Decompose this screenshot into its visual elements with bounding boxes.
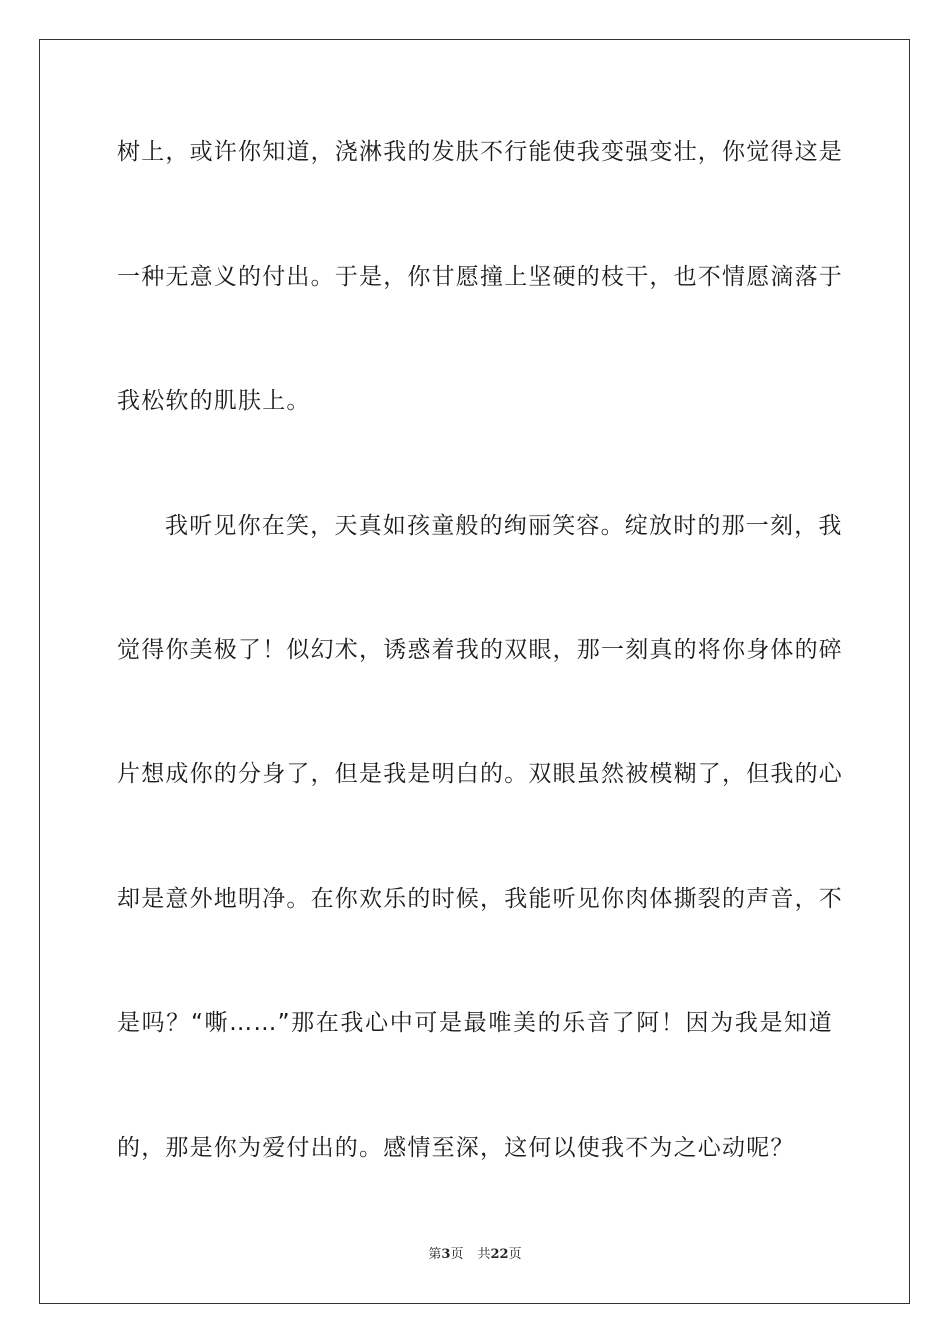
page-total: 共22页: [477, 1247, 522, 1262]
page-number: 第3页: [428, 1247, 464, 1262]
text-line: 是吗？“嘶……”那在我心中可是最唯美的乐音了阿！因为我是知道: [117, 1010, 833, 1036]
text-line: 一种无意义的付出。于是，你甘愿撞上坚硬的枝干，也不情愿滴落于: [117, 264, 843, 290]
text-line: 片想成你的分身了，但是我是明白的。双眼虽然被模糊了，但我的心: [117, 761, 843, 787]
text-line: 觉得你美极了！似幻术，诱惑着我的双眼，那一刻真的将你身体的碎: [117, 637, 843, 663]
paragraph-first-line: 我听见你在笑，天真如孩童般的绚丽笑容。绽放时的那一刻，我: [165, 513, 843, 539]
text-line: 却是意外地明净。在你欢乐的时候，我能听见你肉体撕裂的声音，不: [117, 886, 843, 912]
page-border: [39, 39, 910, 1304]
text-line: 的，那是你为爱付出的。感情至深，这何以使我不为之心动呢？: [117, 1135, 795, 1161]
page-footer: [0, 1246, 950, 1264]
text-line: 我松软的肌肤上。: [117, 388, 311, 414]
text-line: 树上，或许你知道，浇淋我的发肤不行能使我变强变壮，你觉得这是: [117, 139, 843, 165]
